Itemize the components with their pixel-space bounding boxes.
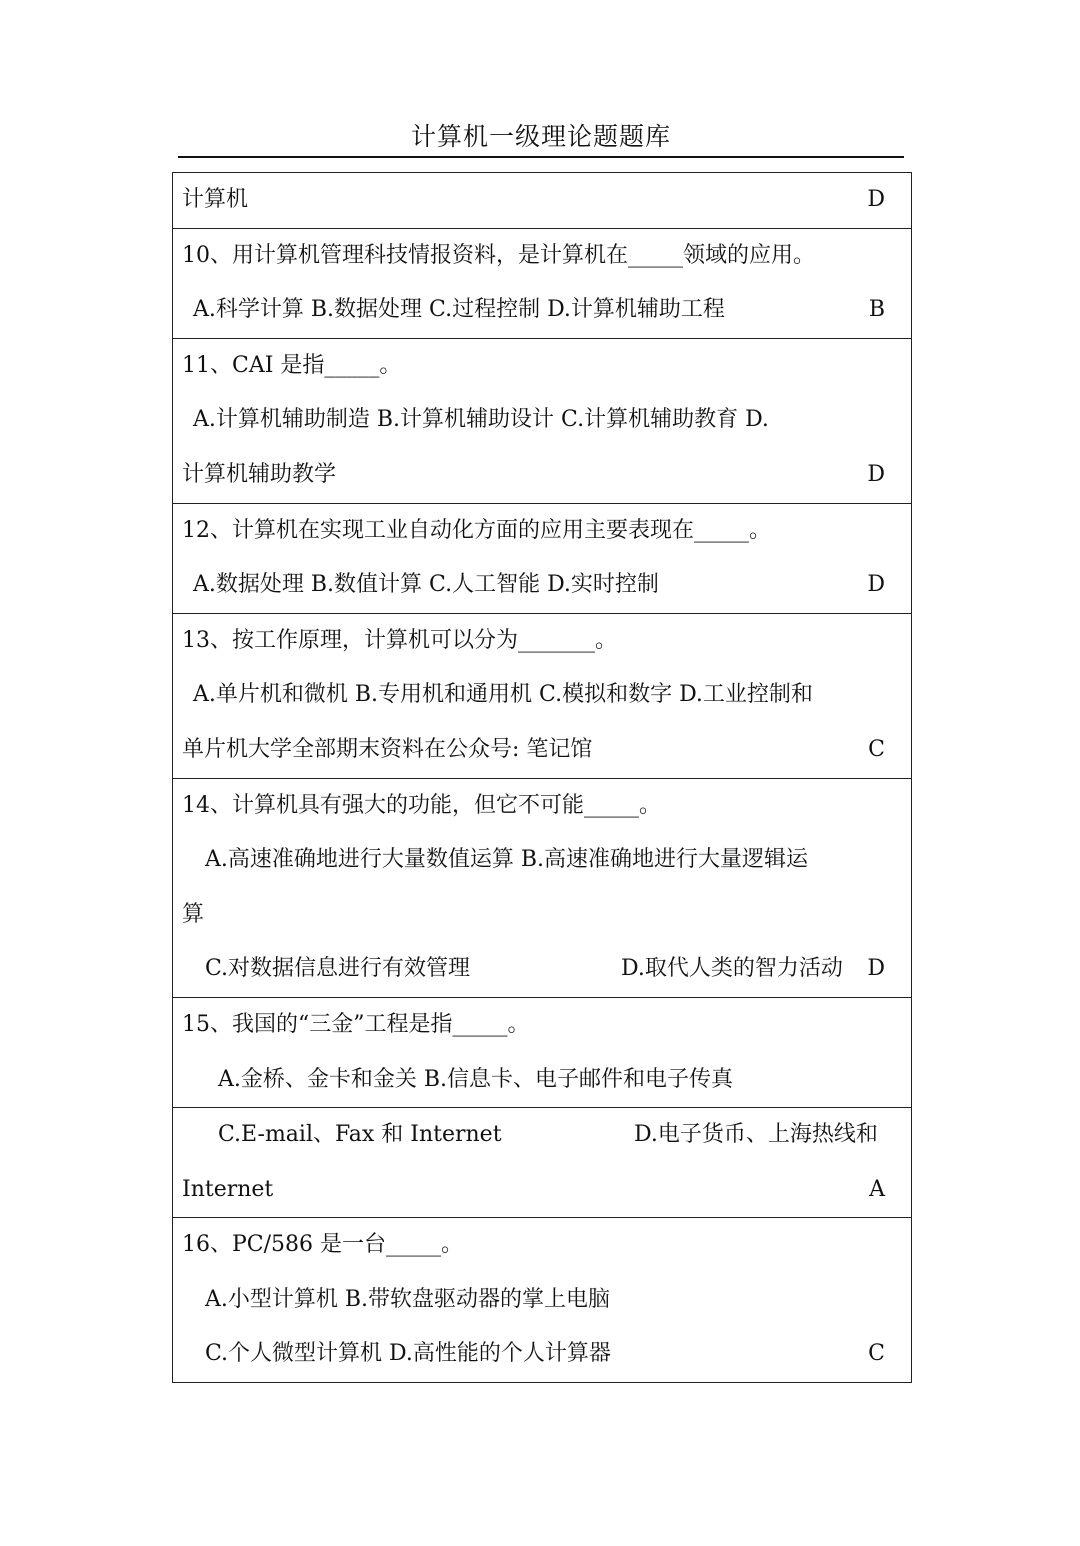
option-text: Internet bbox=[182, 1176, 274, 1202]
option-text: A.高速准确地进行大量数值运算 B.高速准确地进行大量逻辑运 bbox=[205, 847, 809, 873]
options-line bbox=[173, 448, 911, 503]
table-cell bbox=[173, 173, 911, 228]
question-line bbox=[173, 779, 911, 834]
options-line bbox=[173, 668, 911, 723]
question-text: 13、按工作原理，计算机可以分为_______。 bbox=[182, 627, 617, 653]
answer-letter: C bbox=[868, 1341, 885, 1367]
question-line bbox=[173, 614, 911, 669]
page-title: 计算机一级理论题题库 bbox=[178, 118, 904, 158]
option-text: D.电子货币、上海热线和 bbox=[634, 1122, 878, 1148]
option-text: A.金桥、金卡和金关 B.信息卡、电子邮件和电子传真 bbox=[218, 1066, 734, 1092]
options-line bbox=[173, 942, 911, 997]
answer-letter: B bbox=[868, 297, 885, 323]
question-line bbox=[173, 998, 911, 1053]
answer-letter: D bbox=[867, 572, 885, 598]
options-line bbox=[173, 1108, 911, 1163]
options-line bbox=[173, 1163, 911, 1218]
options-line bbox=[173, 833, 911, 888]
table-cell bbox=[173, 1217, 911, 1382]
options-line bbox=[173, 1273, 911, 1328]
option-text: A.小型计算机 B.带软盘驱动器的掌上电脑 bbox=[205, 1286, 611, 1312]
question-line bbox=[173, 339, 911, 394]
answer-letter: D bbox=[867, 461, 885, 487]
answer-letter: A bbox=[869, 1176, 885, 1202]
question-line bbox=[173, 229, 911, 284]
question-line bbox=[173, 1218, 911, 1273]
options-line bbox=[173, 393, 911, 448]
question-text: 10、用计算机管理科技情报资料，是计算机在_____领域的应用。 bbox=[182, 242, 815, 268]
question-line bbox=[173, 173, 911, 228]
table-cell bbox=[173, 228, 911, 338]
options-line bbox=[173, 283, 911, 338]
table-cell bbox=[173, 503, 911, 613]
option-text: A.科学计算 B.数据处理 C.过程控制 D.计算机辅助工程 bbox=[193, 297, 725, 323]
options-line bbox=[173, 888, 911, 943]
options-line bbox=[173, 1053, 911, 1108]
question-text: 16、PC/586 是一台_____。 bbox=[182, 1232, 464, 1258]
question-text: 14、计算机具有强大的功能，但它不可能_____。 bbox=[182, 792, 661, 818]
option-text: C.E-mail、Fax 和 Internet bbox=[218, 1122, 502, 1148]
question-text: 15、我国的“三金”工程是指_____。 bbox=[182, 1011, 530, 1037]
answer-letter: C bbox=[868, 736, 885, 762]
option-text: 计算机 bbox=[182, 187, 249, 212]
table-cell bbox=[173, 997, 911, 1107]
option-text: C.对数据信息进行有效管理 bbox=[205, 956, 471, 982]
option-text: A.单片机和微机 B.专用机和通用机 C.模拟和数字 D.工业控制和 bbox=[193, 682, 813, 708]
option-text: A.计算机辅助制造 B.计算机辅助设计 C.计算机辅助教育 D. bbox=[193, 407, 769, 433]
option-text: D.取代人类的智力活动 bbox=[621, 956, 843, 982]
option-text: C.个人微型计算机 D.高性能的个人计算器 bbox=[205, 1341, 611, 1367]
options-line bbox=[173, 558, 911, 613]
answer-letter: D bbox=[867, 956, 885, 982]
option-text: 单片机大学全部期末资料在公众号: 笔记馆 bbox=[182, 736, 593, 762]
option-text: 算 bbox=[182, 901, 205, 927]
option-text: 计算机辅助教学 bbox=[182, 461, 337, 487]
option-text: A.数据处理 B.数值计算 C.人工智能 D.实时控制 bbox=[193, 572, 659, 598]
question-table bbox=[172, 172, 912, 1383]
table-cell bbox=[173, 778, 911, 997]
question-text: 12、计算机在实现工业自动化方面的应用主要表现在_____。 bbox=[182, 517, 771, 543]
question-text: 11、CAI 是指_____。 bbox=[182, 352, 402, 378]
table-cell bbox=[173, 338, 911, 503]
options-line bbox=[173, 723, 911, 778]
answer-letter: D bbox=[867, 187, 885, 212]
options-line bbox=[173, 1327, 911, 1382]
table-cell bbox=[173, 613, 911, 778]
table-cell bbox=[173, 1107, 911, 1217]
question-line bbox=[173, 504, 911, 559]
